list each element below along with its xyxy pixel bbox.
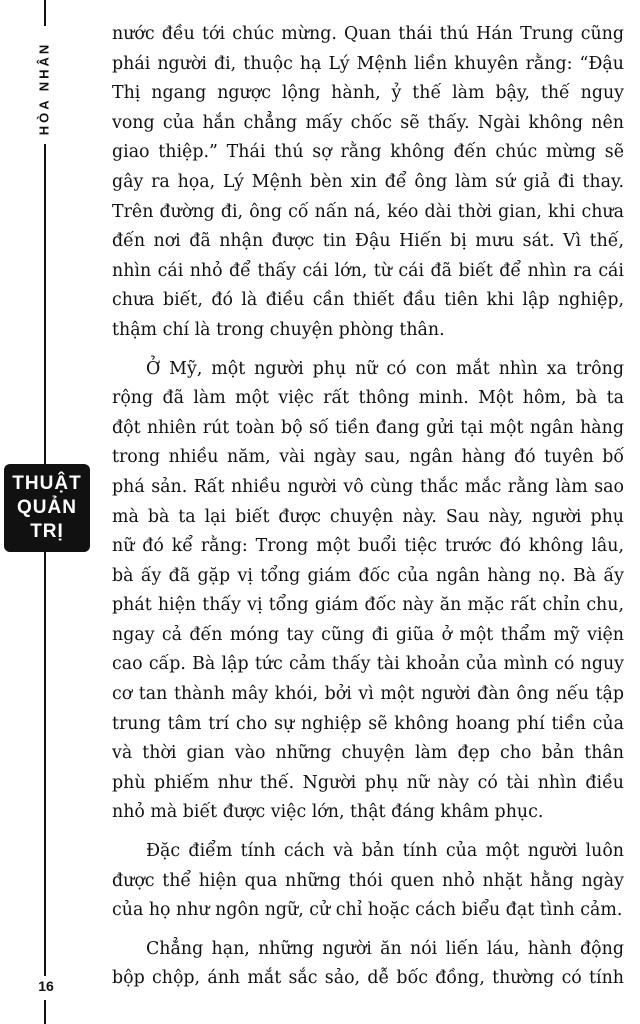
text-line: vong của hắn chẳng mấy chốc sẽ thấy. Ngài không nên [112, 112, 624, 133]
text-line: nữ đó kể rằng: Trong một buổi tiệc trước đó không lâu, [112, 536, 624, 557]
text-line: phù phiếm như thế. Người phụ nữ này có tài nhìn điều [112, 772, 624, 793]
paragraph-1 [112, 20, 624, 346]
paragraph-2 [112, 355, 624, 829]
text-line: đến nơi đã nhận được tin Đậu Hiến bị mưu sát. Vì thế, [112, 231, 624, 252]
text-line: Chẳng hạn, những người ăn nói liến láu, hành động [146, 938, 624, 959]
text-line: phá sản. Rất nhiều người vô cùng thắc mắc rằng làm sao [112, 476, 624, 497]
text-line: mà bà ta lại biết được chuyện này. Sau này, người phụ [112, 506, 624, 527]
text-line: ngay cả đến móng tay cũng đi giũa ở một thẩm mỹ viện [112, 624, 624, 645]
paragraph-4 [112, 935, 624, 994]
text-line: thậm chí là trong chuyện phòng thân. [112, 319, 445, 340]
text-line: được thể hiện qua những thói quen nhỏ nhặt hằng ngày [112, 870, 624, 891]
text-line: Đặc điểm tính cách và bản tính của một người luôn [146, 841, 624, 862]
text-line: Ở Mỹ, một người phụ nữ có con mắt nhìn xa trông [146, 358, 624, 379]
text-line: bà ấy đã gặp vị tổng giám đốc của ngân hàng nọ. Bà ấy [112, 565, 624, 586]
body-text [112, 20, 624, 1003]
text-line: cao cấp. Bà lập tức cảm thấy tài khoản của mình có nguy [112, 654, 624, 675]
text-line: phái người đi, thuộc hạ Lý Mệnh liền khuyên rằng: “Đậu [112, 53, 624, 74]
page-number: 16 [38, 978, 54, 994]
author-name: HÒA NHÂN [36, 41, 52, 135]
book-title-badge [4, 464, 90, 552]
badge-line-2: QUẢN [17, 497, 77, 518]
text-line: Trên đường đi, ông cố nấn ná, kéo dài thời gian, khi chưa [112, 201, 624, 222]
text-line: và thời gian vào những chuyện làm đẹp cho bản thân [112, 743, 624, 764]
text-line: trung tâm trí cho sự nghiệp sẽ không hoang phí tiền của [112, 713, 624, 734]
text-line: nhỏ mà biết được việc lớn, thật đáng khâm phục. [112, 802, 544, 823]
running-header-author [30, 28, 58, 148]
text-line: rộng đã làm một việc rất thông minh. Một hôm, bà ta [112, 388, 624, 409]
text-line: trong nhiều năm, vài ngày sau, ngân hàng đó tuyên bố [112, 447, 624, 468]
badge-line-1: THUẬT [12, 473, 82, 494]
paragraph-3 [112, 837, 624, 926]
text-line: đột nhiên rút toàn bộ số tiền đang gửi tại một ngân hàng [112, 417, 624, 438]
text-line: gây ra họa, Lý Mệnh bèn xin để ông làm sứ giả đi thay. [112, 171, 624, 192]
text-line: nước đều tới chúc mừng. Quan thái thú Hán Trung cũng [112, 24, 624, 44]
text-line: phát hiện thấy vị tổng giám đốc này ăn mặc rất chỉn chu, [112, 595, 624, 616]
text-line: bộp chộp, ánh mắt sắc sảo, dễ bốc đồng, thường có tính [112, 968, 624, 989]
text-line: nhìn cái nhỏ để thấy cái lớn, từ cái đã biết để nhìn ra cái [112, 260, 624, 281]
text-line: Thị ngang ngược lộng hành, ỷ thế làm bậy, thế nguy [112, 83, 624, 104]
badge-line-3: TRỊ [30, 521, 64, 542]
text-line: giao thiệp.” Thái thú sợ rằng không đến chúc mừng sẽ [112, 142, 624, 163]
text-line: chưa biết, đó là điều cần thiết đầu tiên khi lập nghiệp, [112, 290, 624, 311]
text-line: của họ như ngôn ngữ, cử chỉ hoặc cách biểu đạt tình cảm. [112, 900, 623, 921]
text-line: cơ tan thành mây khói, bởi vì một người đàn ông nếu tập [112, 684, 624, 705]
